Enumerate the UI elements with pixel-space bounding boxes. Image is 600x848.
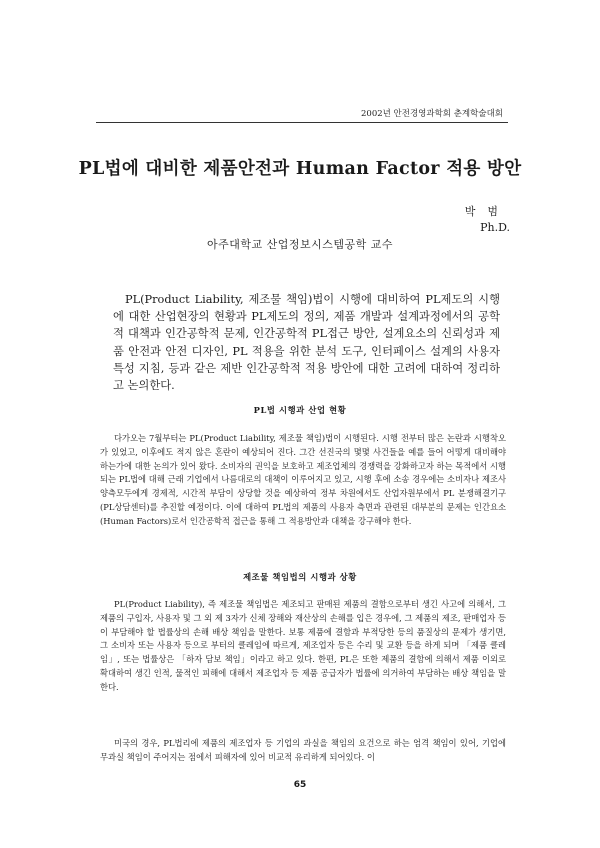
body-paragraph: 미국의 경우, PL법리에 제품의 제조업자 등 기업의 과실을 책임의 요건으로 하는 엄격 책임이 있어, 기업에 무과실 책임이 주어지는 점에서 피해자에 있어 비교적 유리하게 되어있다. 이	[100, 738, 506, 762]
section-heading-product-liability: 제조물 책임법의 시행과 상황	[243, 572, 357, 582]
body-paragraph: 다가오는 7월부터는 PL(Product Liability, 제조물 책임)법이 시행된다. 시행 전부터 많은 논란과 시행착오가 있었고, 이후에도 적지 않은 혼란이 예상되어 진다. 그간 선진국의 몇몇 사건들을 예를 들어 어떻게 대비해야 하는가에 대한 논의가 있어 왔다. 소비자의 권익을 보호하고 제조업체의 경쟁력을 강화하고자 하는 목적에서 시행되는 PL법에 대해 근래 기업에서 나름대로의 대책이 이루어지고 있고, 시행 후에 소송 경우에는 소비자나 제조사 양측모두에게 경제적, 시간적 부담이 상당할 것을 예상하여 정부 차원에서도 산업자원부에서 PL 분쟁해결기구(PL상담센터)를 추진할 예정이다. 이에 대하여 PL법의 제품의 사용자 측면과 관련된 대부분의 문제는 인간요소(Human Factors)로서 인간공학적 접근을 통해 그 적용방안과 대책을 강구해야 한다.	[100, 433, 506, 526]
body-paragraph: PL(Product Liability), 즉 제조물 책임법은 제조되고 판매된 제품의 결함으로부터 생긴 사고에 의해서, 그 제품의 구입자, 사용자 및 그 외 제 3자가 신체 장해와 재산상의 손해를 입은 경우에, 그 제품의 제조, 판매업자 등이 부담해야 할 법률상의 손해 배상 책임을 말한다. 보통 제품에 결함과 부적당한 등의 품질상의 문제가 생기면, 그 소비자 또는 사용자 등으로 부터의 클레임에 따르게, 제조업자 등은 수리 및 교환 등을 하게 되며 「제품 클레임」, 또는 법률상은 「하자 담보 책임」이라고 하고 있다. 한편, PL은 또한 제품의 결함에 의해서 제품 이외로 확대하여 생긴 인적, 물적인 피해에 대해서 제조업자 등 제품 공급자가 법률에 의거하여 부담하는 배상 책임을 말한다.	[100, 599, 506, 692]
paper-title: PL법에 대비한 제품안전과 Human Factor 적용 방안	[78, 159, 522, 179]
author-name: 박범	[464, 205, 510, 218]
header-rule	[96, 122, 508, 123]
page-number: 65	[293, 780, 307, 790]
section-heading-pl-law: PL법 시행과 산업 현황	[253, 405, 347, 415]
conference-header: 2002년 안전경영과학회 춘계학술대회	[361, 109, 503, 119]
author-affiliation: 아주대학교 산업정보시스템공학 교수	[206, 238, 393, 251]
author-degree: Ph.D.	[480, 221, 510, 234]
abstract: PL(Product Liability, 제조물 책임)법이 시행에 대비하여 PL제도의 시행에 대한 산업현장의 현황과 PL제도의 정의, 제품 개발과 설계과정에서의 공학적 대책과 인간공학적 문제, 인간공학적 PL접근 방안, 설계요소의 신뢰성과 제품 안전과 안전 디자인, PL 적용을 위한 분석 도구, 인터페이스 설계의 사용자 특성 지침, 등과 같은 제반 인간공학적 적용 방안에 대한 고려에 대하여 정리하고 논의한다.	[113, 293, 500, 393]
